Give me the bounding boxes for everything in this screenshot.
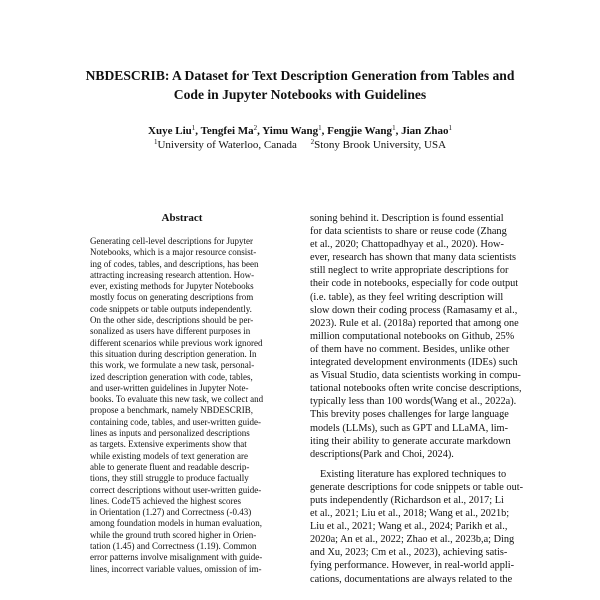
- text-line: Liu et al., 2021; Wang et al., 2024; Parikh et al.,: [310, 521, 508, 533]
- text-line: tation (1.45) and Correctness (1.19). Common: [90, 541, 257, 552]
- text-line: and user-written guidelines in Jupyter Note-: [90, 382, 249, 393]
- affiliation-mark: 1: [191, 124, 196, 132]
- author-names: Xuye Liu$^1$, Tengfei Ma$^2$, Yimu Wang$^1$, Fengjie Wang$^1$, Jian Zhao$^1$: [148, 124, 452, 137]
- abstract-body: [90, 236, 274, 575]
- author-name: Jian Zhao: [401, 125, 449, 137]
- text-line: and Xu, 2023; Cm et al., 2023), achieving satis-: [310, 547, 508, 559]
- text-line: still neglect to write appropriate descriptions for: [310, 265, 509, 277]
- text-line: this work, we formulate a new task, personal-: [90, 360, 255, 371]
- text-line: mostly focus on generating descriptions from: [90, 292, 254, 303]
- text-line: lines. CodeT5 achieved the highest scores: [90, 495, 241, 506]
- text-line: soning behind it. Description is found essential: [310, 213, 504, 224]
- text-line: 2020a; An et al., 2022; Zhao et al., 2023b,a; Ding: [310, 534, 515, 546]
- text-line: cations, documentations are always related to the: [310, 573, 513, 585]
- text-line: ing of codes, tables, and descriptions, has been: [90, 258, 259, 269]
- text-line: as targets. Extensive experiments show that: [90, 439, 247, 450]
- intro-paragraph: [310, 212, 556, 461]
- text-line: ever, research has shown that many data scientists: [310, 252, 517, 264]
- text-line: slow down their coding process (Ramasamy et al.,: [310, 304, 518, 316]
- text-line: 2023). Rule et al. (2018a) reported that among one: [310, 317, 519, 329]
- text-line: while the ground truth scored higher in Orien-: [90, 529, 257, 540]
- text-line: million computational notebooks on Github, 25%: [310, 330, 515, 342]
- text-line: as Visual Studio, data scientists working in compu-: [310, 370, 521, 382]
- text-line: among foundation models in human evaluation,: [90, 518, 262, 529]
- affiliation-mark: 1: [448, 124, 452, 132]
- text-line: different scenarios while previous work ignored: [90, 337, 263, 348]
- text-line: ized description generation with code, tables,: [90, 371, 253, 382]
- text-line: correct descriptions without user-written guide-: [90, 484, 262, 495]
- text-line: generate descriptions for code snippets or table out-: [310, 481, 524, 493]
- text-line: fying performance. However, in real-world appli-: [310, 560, 515, 572]
- text-line: puts independently (Richardson et al., 2017; Li: [310, 494, 504, 506]
- related-work-paragraph: [310, 468, 556, 586]
- text-line: integrated development environments (IDEs) such: [310, 357, 518, 369]
- right-column: [310, 212, 556, 586]
- text-line: error patterns involve misalignment with guide-: [90, 552, 263, 563]
- text-line: books. To evaluate this new task, we collect and: [90, 394, 264, 405]
- text-line: models (LLMs), such as GPT and LLaMA, lim-: [310, 422, 508, 434]
- author-name: Fengjie Wang: [327, 125, 393, 137]
- text-line: iting their ability to generate accurate markdown: [310, 435, 511, 447]
- affiliation-mark: 1: [153, 138, 158, 146]
- text-line: of them have no comment. Besides, unlike other: [310, 343, 510, 355]
- text-line: containing code, tables, and user-written guide-: [90, 416, 262, 427]
- title-line: NBDESCRIB: A Dataset for Text Description Generation from Tables and: [85, 68, 515, 83]
- text-line: lines as inputs and personalized descriptions: [90, 428, 250, 439]
- abstract-heading: Abstract: [161, 212, 203, 224]
- text-line: sonalized as users have different purposes in: [90, 326, 251, 337]
- text-line: (i.e. table), as they feel writing description will: [310, 291, 504, 303]
- affiliation: Stony Brook University, USA: [314, 139, 447, 151]
- text-line: propose a benchmark, namely NBDESCRIB,: [90, 405, 253, 416]
- text-line: lines, incorrect variable values, omission of im-: [90, 563, 262, 574]
- text-line: Notebooks, which is a major resource consist-: [90, 247, 257, 258]
- paper-title: [40, 66, 560, 104]
- text-line: typically less than 100 words(Wang et al., 2022a).: [310, 396, 517, 408]
- text-line: On the other side, descriptions should be per-: [90, 315, 254, 326]
- affiliation-mark: 2: [253, 124, 258, 132]
- text-line: et al., 2020; Chattopadhyay et al., 2020). How-: [310, 239, 504, 251]
- text-line: attracting increasing research attention. How-: [90, 269, 255, 280]
- author-block: [40, 124, 560, 152]
- text-line: code snippets or table outputs independently.: [90, 303, 252, 314]
- affiliation-mark: 1: [392, 124, 396, 132]
- text-line: for data scientists to share or reuse code (Zhang: [310, 226, 507, 238]
- text-line: et al., 2021; Liu et al., 2018; Wang et al., 2021b;: [310, 508, 510, 520]
- author-name: Yimu Wang: [262, 125, 319, 137]
- affiliations: [40, 138, 560, 152]
- affiliation: University of Waterloo, Canada: [157, 139, 297, 151]
- text-line: in Orientation (1.27) and Correctness (-0.43): [90, 507, 252, 518]
- text-line: while existing models of text generation are: [90, 450, 248, 461]
- author-name: Tengfei Ma: [200, 125, 254, 137]
- affiliation-mark: 1: [318, 124, 322, 132]
- text-line: This brevity poses challenges for large language: [310, 409, 509, 421]
- text-line: descriptions(Park and Choi, 2024).: [310, 448, 454, 460]
- affiliation-mark: 2: [310, 138, 315, 146]
- text-line: able to generate fluent and readable descrip-: [90, 461, 250, 472]
- author-name: Xuye Liu: [148, 125, 192, 137]
- text-line: Generating cell-level descriptions for Jupyter: [90, 236, 253, 246]
- text-line: tions, they still struggle to produce factually: [90, 473, 249, 484]
- text-line: ever, existing methods for Jupyter Notebooks: [90, 281, 254, 292]
- text-line: this situation during description generation. In: [90, 348, 257, 359]
- text-line: their code in notebooks, especially for code output: [310, 278, 519, 290]
- title-line: Code in Jupyter Notebooks with Guidelines: [173, 87, 427, 102]
- text-line: Existing literature has explored techniques to: [320, 468, 507, 480]
- text-line: tational notebooks often write concise descriptions,: [310, 383, 522, 395]
